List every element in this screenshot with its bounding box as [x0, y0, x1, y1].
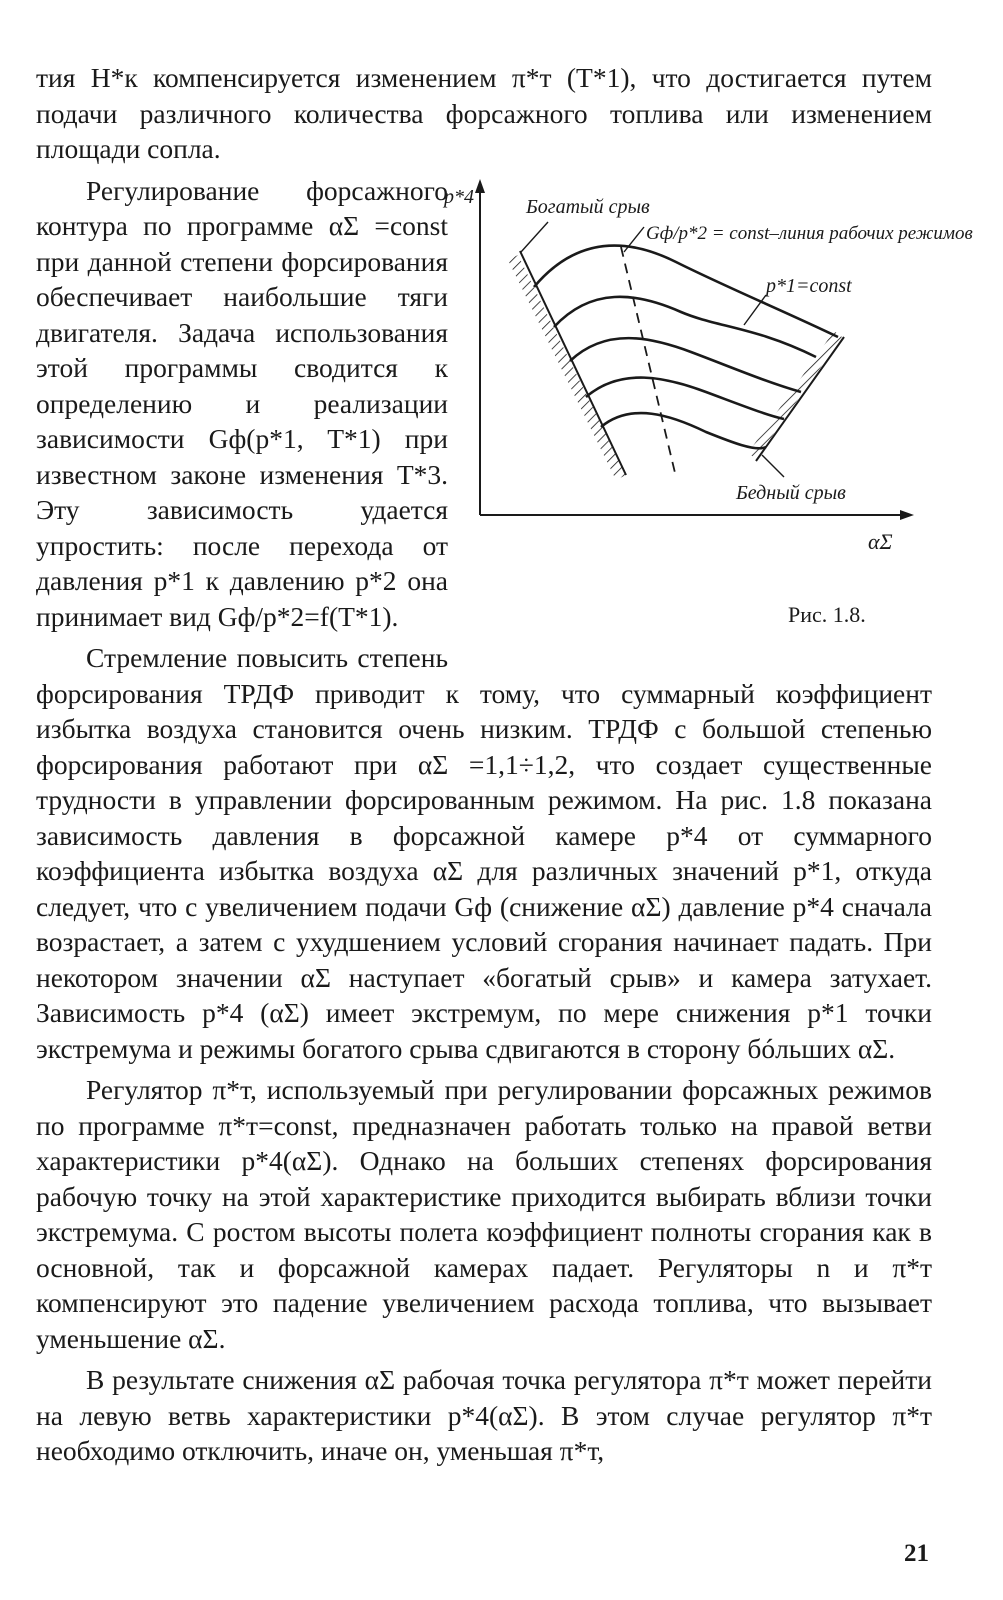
x-axis-label: αΣ [868, 528, 893, 554]
y-axis-arrow [475, 179, 485, 193]
figure-caption: Рис. 1.8. [788, 601, 866, 627]
leader-lean [762, 455, 784, 477]
label-const-line [646, 223, 973, 244]
paragraph-2 [36, 173, 973, 635]
lean-boundary-hatch [748, 331, 842, 459]
figure-1-8 [444, 177, 973, 639]
figure-svg [444, 177, 973, 639]
working-mode-line [621, 247, 676, 477]
leader-rich [521, 222, 548, 252]
x-axis-arrow [900, 510, 914, 520]
curve-2 [554, 296, 816, 356]
curve-4 [586, 377, 784, 418]
label-rich-stall: Богатый срыв [526, 195, 650, 218]
label-lean-stall: Бедный срыв [736, 481, 846, 504]
rich-boundary-hatch [508, 255, 626, 480]
page-number: 21 [904, 1540, 929, 1567]
label-const-line-text: Gф/p*2 = const–линия рабочих режимов [646, 222, 973, 244]
curve-5 [601, 413, 766, 448]
lean-boundary [756, 337, 844, 461]
label-p1-const: p*1=const [766, 274, 852, 297]
paragraph-1: тия H*к компенсируется изменением π*т (T*1), что достигается путем подачи различного количества форсажного топлива или изменением площади сопла. [36, 62, 932, 164]
y-axis-label: p*4 [444, 185, 474, 208]
paragraph-4: Регулятор π*т, используемый при регулировании форсажных режимов по программе π*т=const, предназначен работать только на правой ветви характеристики p*4(αΣ). Однако на больших степенях форсирования рабочую точку на этой характеристике приходится выбирать вблизи точки экстремума. С ростом высоты полета коэффициент полноты сгорания как в основной, так и форсажной камерах падает. Регуляторы n и π*т компенсируют это падение увеличением расхода топлива, что вызывает уменьшение αΣ. [36, 1074, 932, 1354]
paragraph-3: Стремление повысить степень форсирования ТРДФ приводит к тому, что суммарный коэффициент избытка воздуха становится очень низким. ТРДФ с большой степенью форсирования работают при αΣ =1,1÷1,2, что создает существенные трудности в управлении форсированным режимом. На рис. 1.8 показана зависимость давления в форсажной камере p*4 от суммарного коэффициента избытка воздуха αΣ для различных значений p*1, откуда следует, что с увеличением подачи Gф (снижение αΣ) давление p*4 сначала возрастает, а затем с ухудшением условий сгорания начинает падать. При некотором значении αΣ наступает «богатый срыв» и камера затухает. Зависимость p*4 (αΣ) имеет экстремум, по мере снижения p*1 точки экстремума и режимы богатого срыва сдвигаются в сторону бóльших αΣ. [36, 642, 932, 1064]
page-text [36, 60, 973, 1469]
paragraph-5: В результате снижения αΣ рабочая точка регулятора π*т может перейти на левую ветвь характеристики p*4(αΣ). В этом случае регулятор π*т необходимо отключить, иначе он, уменьшая π*т, [36, 1364, 932, 1466]
paragraph-2-text: Регулирование форсажного контура по программе αΣ =const при данной степени форсирования обеспечивает наибольшие тяги двигателя. Задача использования этой программы сводится к определению и реализации зависимости Gф(p*1, T*1) при известном законе изменения T*3. Эту зависимость удается упростить: после перехода от давления p*1 к давлению p*2 она принимает вид Gф/p*2=f(T*1). [36, 174, 448, 632]
